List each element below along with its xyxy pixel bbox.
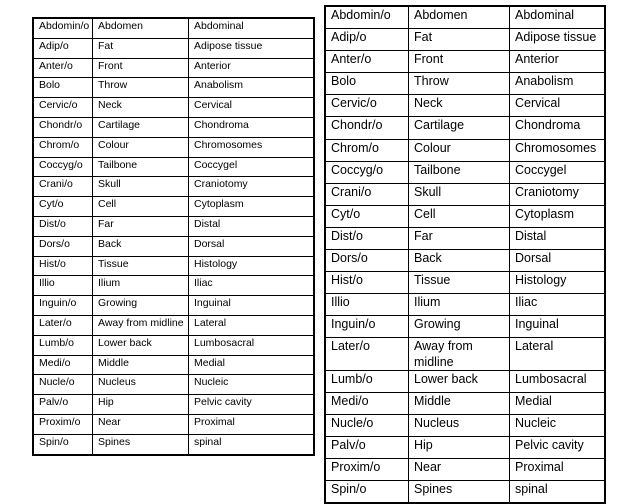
root-cell: Proxim/o [33,414,93,434]
example-cell: Craniotomy [510,183,606,205]
root-cell: Proxim/o [325,459,409,481]
example-cell: Lateral [189,315,315,335]
example-cell: Medial [189,355,315,375]
meaning-cell: Lower back [93,335,189,355]
meaning-cell: Throw [93,78,189,98]
meaning-cell: Neck [409,95,510,117]
example-cell: spinal [510,481,606,504]
root-cell: Bolo [325,73,409,95]
example-cell: Inguinal [189,296,315,316]
table-row [33,335,314,355]
example-cell: Lumbosacral [510,370,606,392]
root-cell: Inguin/o [33,296,93,316]
root-cell: Illio [325,294,409,316]
meaning-cell: Cartilage [93,117,189,137]
meaning-cell: Far [409,227,510,249]
example-cell: Anterior [189,58,315,78]
example-cell: Dorsal [510,250,606,272]
meaning-cell: Middle [409,393,510,415]
meaning-cell: Skull [409,183,510,205]
root-cell: Cervic/o [33,98,93,118]
meaning-cell: Ilium [93,276,189,296]
example-cell: Inguinal [510,316,606,338]
table-row [33,296,314,316]
table-row [33,276,314,296]
root-cell: Adip/o [33,38,93,58]
root-cell: Chondr/o [33,117,93,137]
root-cell: Adip/o [325,29,409,51]
root-cell: Chrom/o [33,137,93,157]
table-row [325,481,605,504]
example-cell: Cervical [510,95,606,117]
table-row [325,437,605,459]
meaning-cell: Far [93,216,189,236]
root-cell: Cervic/o [325,95,409,117]
root-cell: Chrom/o [325,139,409,161]
table-row [325,272,605,294]
root-cell: Dist/o [325,227,409,249]
example-cell: Anterior [510,51,606,73]
meaning-cell: Lower back [409,370,510,392]
table-row [325,51,605,73]
root-cell: Crani/o [325,183,409,205]
table-row [325,95,605,117]
example-cell: Coccygel [510,161,606,183]
table-row [33,355,314,375]
root-cell: Nucle/o [325,415,409,437]
root-cell: Palv/o [325,437,409,459]
root-cell: Chondr/o [325,117,409,139]
table-row [325,117,605,139]
table-row [33,137,314,157]
table-row [325,73,605,95]
table-row [33,58,314,78]
meaning-cell: Front [409,51,510,73]
example-cell: Lateral [510,338,606,371]
table-row [33,395,314,415]
example-cell: Abdominal [510,6,606,29]
meaning-cell: Abdomen [409,6,510,29]
example-cell: Anabolism [189,78,315,98]
root-cell: Dors/o [325,250,409,272]
meaning-cell: Nucleus [409,415,510,437]
root-cell: Spin/o [325,481,409,504]
example-cell: Adipose tissue [189,38,315,58]
root-cell: Hist/o [325,272,409,294]
root-cell: Lumb/o [33,335,93,355]
example-cell: spinal [189,434,315,454]
example-cell: Cervical [189,98,315,118]
meaning-cell: Cartilage [409,117,510,139]
meaning-cell: Throw [409,73,510,95]
meaning-cell: Front [93,58,189,78]
example-cell: Pelvic cavity [189,395,315,415]
root-cell: Later/o [33,315,93,335]
example-cell: Coccygel [189,157,315,177]
table-row [33,177,314,197]
meaning-cell: Back [409,250,510,272]
table-row [325,205,605,227]
meaning-cell: Away from midline [93,315,189,335]
meaning-cell: Tissue [409,272,510,294]
root-cell: Anter/o [325,51,409,73]
table-row [33,256,314,276]
meaning-cell: Tissue [93,256,189,276]
root-cell: Coccyg/o [325,161,409,183]
example-cell: Lumbosacral [189,335,315,355]
root-cell: Abdomin/o [325,6,409,29]
root-cell: Palv/o [33,395,93,415]
root-cell: Nucle/o [33,375,93,395]
root-cell: Crani/o [33,177,93,197]
table-row [33,157,314,177]
example-cell: Chondroma [510,117,606,139]
table-row [325,338,605,371]
table-row [33,117,314,137]
table-row [325,29,605,51]
example-cell: Nucleic [189,375,315,395]
example-cell: Pelvic cavity [510,437,606,459]
table-row [33,197,314,217]
meaning-cell: Skull [93,177,189,197]
table-row [325,250,605,272]
table-row [33,375,314,395]
meaning-cell: Tailbone [93,157,189,177]
example-cell: Histology [510,272,606,294]
meaning-cell: Fat [93,38,189,58]
meaning-cell: Spines [93,434,189,454]
root-cell: Hist/o [33,256,93,276]
example-cell: Distal [189,216,315,236]
example-cell: Nucleic [510,415,606,437]
table-row [33,216,314,236]
example-cell: Iliac [510,294,606,316]
table-row [325,370,605,392]
root-cell: Lumb/o [325,370,409,392]
example-cell: Dorsal [189,236,315,256]
table-row [325,183,605,205]
root-cell: Cyt/o [33,197,93,217]
example-cell: Proximal [510,459,606,481]
table-row [33,78,314,98]
meaning-cell: Ilium [409,294,510,316]
root-cell: Inguin/o [325,316,409,338]
table-row [325,294,605,316]
example-cell: Abdominal [189,18,315,38]
header-row [33,18,314,38]
header-row [325,6,605,29]
table-row [325,161,605,183]
root-cell: Medi/o [33,355,93,375]
table-row [33,434,314,454]
meaning-cell: Middle [93,355,189,375]
root-cell: Bolo [33,78,93,98]
meaning-cell: Abdomen [93,18,189,38]
meaning-cell: Colour [409,139,510,161]
meaning-cell: Near [409,459,510,481]
table-row [325,139,605,161]
root-cell: Anter/o [33,58,93,78]
table-row [33,315,314,335]
example-cell: Cytoplasm [189,197,315,217]
meaning-cell: Cell [409,205,510,227]
table-row [325,316,605,338]
table-row [33,236,314,256]
table-row [33,414,314,434]
meaning-cell: Cell [93,197,189,217]
example-cell: Proximal [189,414,315,434]
meaning-cell: Nucleus [93,375,189,395]
medical-terms-table-left [32,17,315,456]
example-cell: Craniotomy [189,177,315,197]
table-row [33,98,314,118]
table-row [325,227,605,249]
meaning-cell: Hip [409,437,510,459]
example-cell: Distal [510,227,606,249]
example-cell: Anabolism [510,73,606,95]
meaning-cell: Back [93,236,189,256]
example-cell: Chondroma [189,117,315,137]
root-cell: Dors/o [33,236,93,256]
root-cell: Abdomin/o [33,18,93,38]
meaning-cell: Away from midline [409,338,510,371]
meaning-cell: Fat [409,29,510,51]
example-cell: Iliac [189,276,315,296]
meaning-cell: Near [93,414,189,434]
example-cell: Histology [189,256,315,276]
root-cell: Illio [33,276,93,296]
example-cell: Cytoplasm [510,205,606,227]
example-cell: Adipose tissue [510,29,606,51]
table-row [325,393,605,415]
medical-terms-table-right [324,5,606,504]
meaning-cell: Colour [93,137,189,157]
example-cell: Chromosomes [189,137,315,157]
root-cell: Cyt/o [325,205,409,227]
root-cell: Spin/o [33,434,93,454]
example-cell: Medial [510,393,606,415]
meaning-cell: Spines [409,481,510,504]
meaning-cell: Tailbone [409,161,510,183]
root-cell: Later/o [325,338,409,371]
meaning-cell: Growing [93,296,189,316]
meaning-cell: Hip [93,395,189,415]
table-row [33,38,314,58]
meaning-cell: Growing [409,316,510,338]
root-cell: Medi/o [325,393,409,415]
meaning-cell: Neck [93,98,189,118]
root-cell: Coccyg/o [33,157,93,177]
table-row [325,415,605,437]
example-cell: Chromosomes [510,139,606,161]
root-cell: Dist/o [33,216,93,236]
